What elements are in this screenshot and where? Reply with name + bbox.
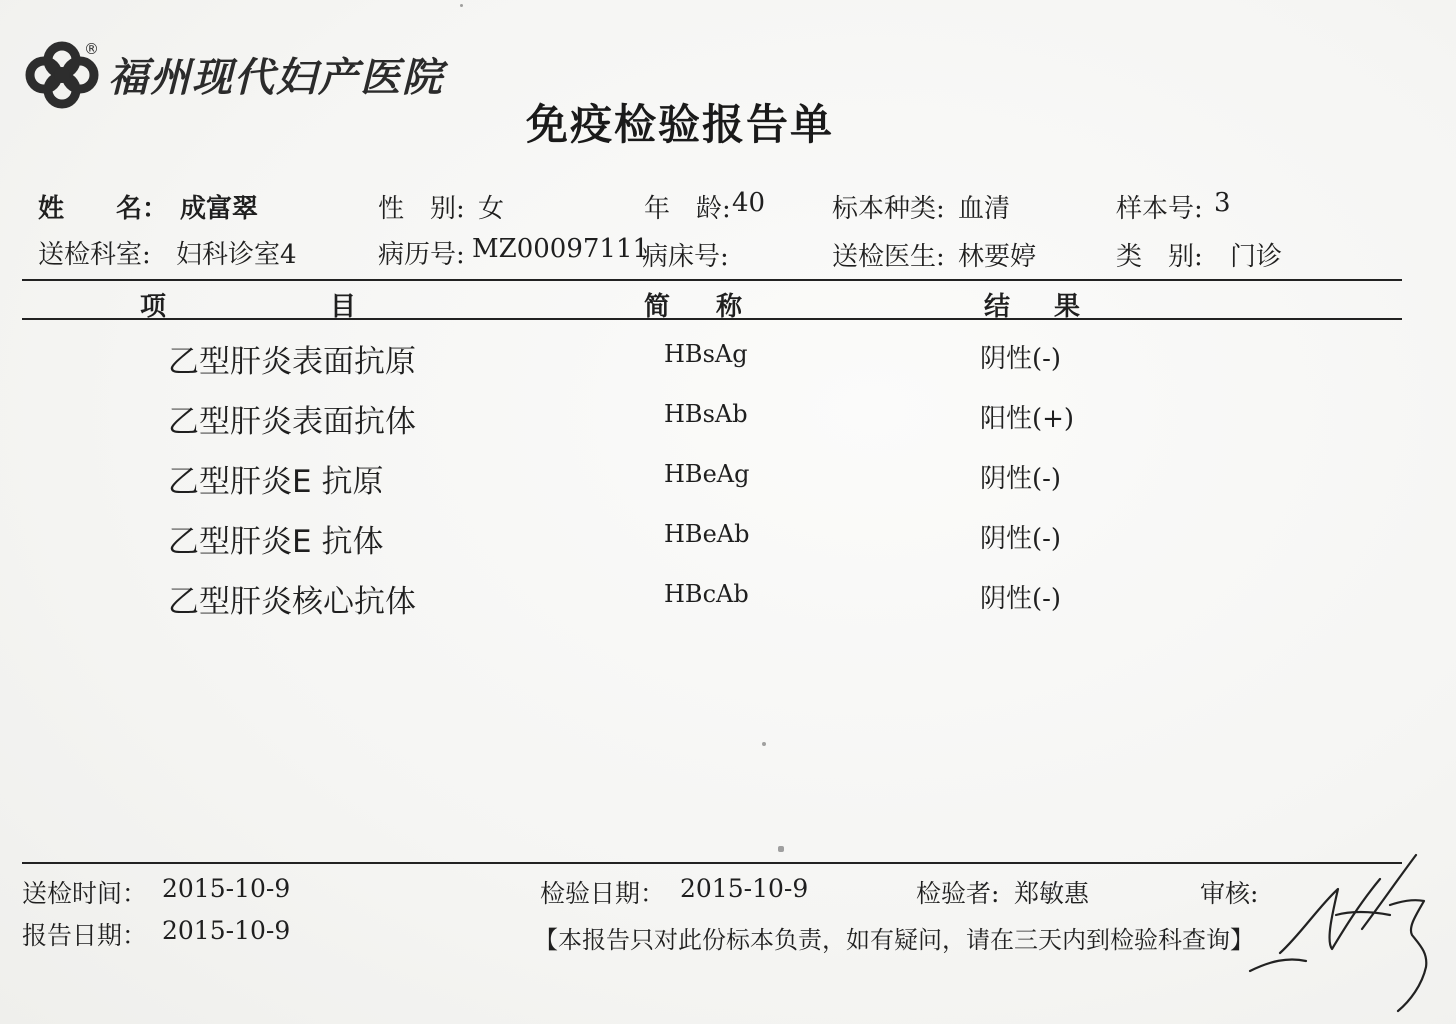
report-date-label: 报告日期： bbox=[22, 921, 148, 950]
sample-no-label: 样本号: bbox=[1116, 194, 1203, 224]
patient-name: 成富翠 bbox=[180, 194, 259, 224]
test-name: 乙型肝炎表面抗原 bbox=[168, 344, 416, 380]
test-result: 阳性(+) bbox=[980, 404, 1075, 434]
age-label: 年 龄: bbox=[644, 194, 731, 224]
patient-sex: 女 bbox=[478, 194, 505, 224]
department-label: 送检科室: bbox=[38, 240, 151, 270]
record-no: MZ00097111 bbox=[472, 234, 650, 264]
record-no-label: 病历号: bbox=[378, 240, 465, 270]
doctor: 林要婷 bbox=[958, 242, 1037, 272]
tester-label: 检验者: bbox=[916, 879, 1000, 908]
scan-speck bbox=[762, 742, 766, 746]
specimen-type-label: 标本种类: bbox=[832, 194, 945, 224]
test-abbr: HBcAb bbox=[664, 580, 749, 608]
patient-age: 40 bbox=[732, 188, 766, 218]
scan-speck bbox=[778, 846, 784, 852]
specimen-type: 血清 bbox=[958, 194, 1011, 224]
test-abbr: HBsAb bbox=[664, 400, 748, 428]
test-abbr: HBeAb bbox=[664, 520, 750, 548]
name-label: 姓 名： bbox=[38, 194, 169, 224]
submit-time: 2015-10-9 bbox=[162, 874, 291, 903]
test-name: 乙型肝炎E 抗原 bbox=[168, 464, 384, 500]
header-item-b: 目 bbox=[330, 292, 357, 322]
test-name: 乙型肝炎表面抗体 bbox=[168, 404, 416, 440]
header-item-a: 项 bbox=[140, 292, 167, 322]
header-result-b: 果 bbox=[1054, 292, 1081, 322]
disclaimer-note: 【本报告只对此份标本负责，如有疑问，请在三天内到检验科查询】 bbox=[534, 926, 1254, 954]
hospital-name: 福州现代妇产医院 bbox=[108, 55, 444, 101]
sex-label: 性 别: bbox=[378, 194, 465, 224]
test-result: 阴性(-) bbox=[980, 344, 1062, 374]
reviewer-signature bbox=[1240, 845, 1450, 1015]
tester: 郑敏惠 bbox=[1014, 879, 1090, 908]
report-date: 2015-10-9 bbox=[162, 916, 291, 945]
header-abbr-b: 称 bbox=[716, 292, 743, 322]
table-header-rule bbox=[22, 318, 1402, 320]
sample-no: 3 bbox=[1214, 188, 1231, 218]
doctor-label: 送检医生: bbox=[832, 242, 945, 272]
category-label: 类 别: bbox=[1116, 242, 1203, 272]
reviewer-label: 审核: bbox=[1200, 879, 1259, 908]
scan-speck bbox=[460, 4, 463, 7]
table-top-rule bbox=[22, 279, 1402, 281]
test-name: 乙型肝炎核心抗体 bbox=[168, 584, 416, 620]
header-result-a: 结 bbox=[984, 292, 1011, 322]
footer-rule bbox=[22, 862, 1402, 864]
test-name: 乙型肝炎E 抗体 bbox=[168, 524, 384, 560]
test-result: 阴性(-) bbox=[980, 584, 1062, 614]
test-date-label: 检验日期： bbox=[540, 879, 666, 908]
header-abbr-a: 简 bbox=[644, 292, 671, 322]
registered-mark: ® bbox=[84, 40, 99, 58]
test-result: 阴性(-) bbox=[980, 524, 1062, 554]
department: 妇科诊室4 bbox=[176, 240, 297, 270]
category: 门诊 bbox=[1230, 242, 1283, 272]
test-abbr: HBeAg bbox=[664, 460, 750, 488]
test-result: 阴性(-) bbox=[980, 464, 1062, 494]
submit-time-label: 送检时间： bbox=[22, 879, 148, 908]
test-abbr: HBsAg bbox=[664, 340, 748, 368]
bed-no-label: 病床号: bbox=[642, 242, 729, 272]
test-date: 2015-10-9 bbox=[680, 874, 809, 903]
report-title: 免疫检验报告单 bbox=[525, 100, 834, 149]
